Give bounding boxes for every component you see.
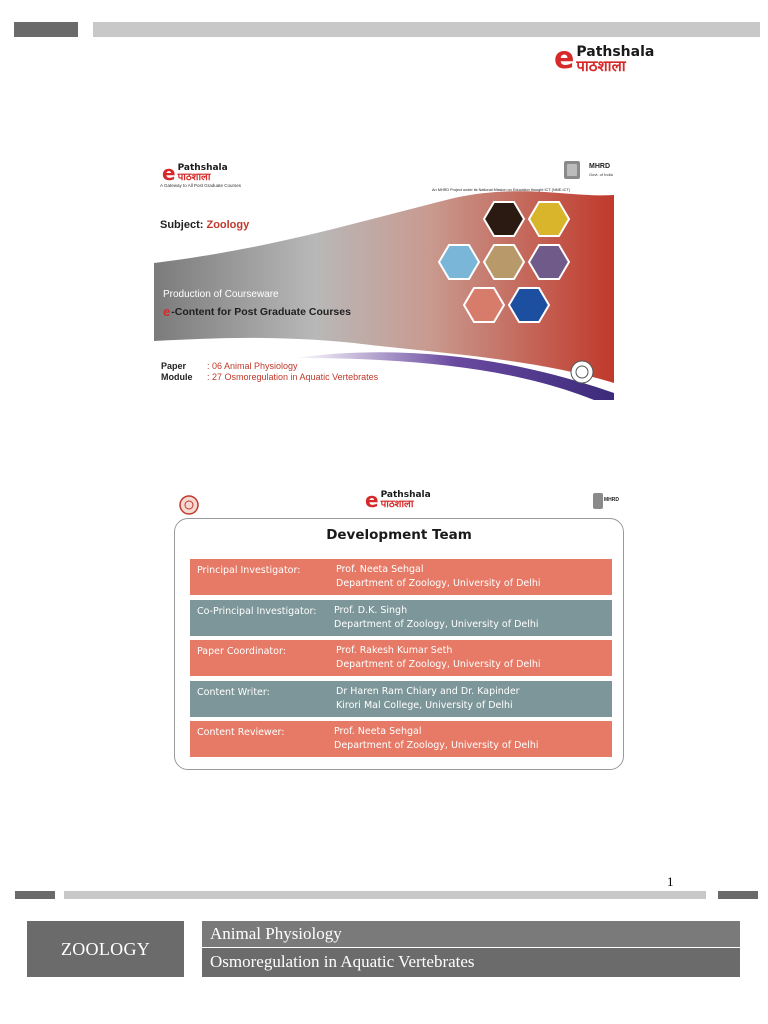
- team-role: Content Writer:: [197, 687, 270, 698]
- team-role: Principal Investigator:: [197, 565, 301, 576]
- banner-logo-word-hindi: पाठशाला: [177, 171, 211, 183]
- university-emblem-icon: [178, 494, 200, 518]
- module-key: Module: [161, 372, 193, 382]
- course-banner-slide: [154, 153, 614, 400]
- econtent-e-mark: e: [163, 304, 171, 319]
- development-team-slide: [172, 488, 626, 772]
- team-title: Development Team: [326, 527, 472, 543]
- footer-course-row: [202, 921, 740, 947]
- team-member-name: Prof. Neeta Sehgal: [336, 564, 424, 575]
- team-logo-e-mark: e: [365, 488, 379, 512]
- footer-subject-box: [27, 921, 184, 977]
- team-role: Co-Principal Investigator:: [197, 606, 317, 617]
- banner-logo-e-mark: e: [162, 161, 176, 185]
- subject-key: Subject:: [160, 219, 204, 231]
- team-logo-word-hindi: पाठशाला: [380, 498, 414, 510]
- team-member-affiliation: Department of Zoology, University of Delhi: [336, 659, 541, 670]
- team-row-paper-coordinator: [190, 640, 612, 676]
- epathshala-logo: [554, 41, 655, 76]
- footer-bar-right: [718, 891, 758, 899]
- team-logo-word-english: Pathshala: [380, 489, 431, 500]
- team-member-name: Prof. D.K. Singh: [334, 605, 408, 616]
- production-label: Production of Courseware: [163, 289, 279, 300]
- mission-statement: An MHRD Project under its National Mission on Education thought ICT (NME-ICT): [432, 188, 570, 192]
- paper-value: : 06 Animal Physiology: [207, 361, 298, 371]
- subject-value: Zoology: [206, 219, 250, 231]
- module-value: : 27 Osmoregulation in Aquatic Vertebrates: [207, 372, 379, 382]
- team-member-affiliation: Kirori Mal College, University of Delhi: [336, 700, 513, 711]
- team-mhrd-label: MHRD: [604, 497, 619, 503]
- header-bar-left: [14, 22, 78, 37]
- team-epathshala-logo: [365, 490, 431, 510]
- paper-key: Paper: [161, 361, 187, 371]
- subject-label: [160, 219, 249, 231]
- paper-row: [161, 361, 298, 371]
- team-member-affiliation: Department of Zoology, University of Delhi: [334, 619, 539, 630]
- footer-bar-middle: [64, 891, 706, 899]
- econtent-text: -Content for Post Graduate Courses: [171, 305, 351, 318]
- team-member-name: Dr Haren Ram Chiary and Dr. Kapinder: [336, 686, 520, 697]
- team-member-affiliation: Department of Zoology, University of Delhi: [334, 740, 539, 751]
- logo-word-english: Pathshala: [576, 43, 655, 60]
- footer-course-box: [202, 921, 740, 977]
- mhrd-title: MHRD: [589, 163, 610, 170]
- banner-epathshala-logo: [162, 163, 228, 183]
- page-number: 1: [667, 874, 674, 889]
- footer-subject: ZOOLOGY: [60, 938, 151, 959]
- footer-module-row: [202, 948, 740, 977]
- team-role: Content Reviewer:: [197, 727, 285, 738]
- team-row-content-reviewer: [190, 721, 612, 757]
- footer-module: Osmoregulation in Aquatic Vertebrates: [210, 952, 475, 971]
- team-member-name: Prof. Neeta Sehgal: [334, 726, 422, 737]
- logo-word-hindi: पाठशाला: [576, 56, 626, 75]
- mhrd-subtitle: Govt. of India: [589, 172, 613, 177]
- module-row: [161, 372, 378, 382]
- mhrd-emblem-icon: [592, 492, 604, 510]
- team-role: Paper Coordinator:: [197, 646, 286, 657]
- footer-course: Animal Physiology: [210, 924, 342, 943]
- banner-logo-word-english: Pathshala: [177, 162, 228, 173]
- header-bar-right: [93, 22, 760, 37]
- team-member-name: Prof. Rakesh Kumar Seth: [336, 645, 453, 656]
- team-member-affiliation: Department of Zoology, University of Delhi: [336, 578, 541, 589]
- footer-bar-left: [15, 891, 55, 899]
- team-row-co-principal-investigator: [190, 600, 612, 636]
- team-row-principal-investigator: [190, 559, 612, 595]
- logo-e-mark: e: [554, 41, 575, 76]
- mhrd-emblem-icon: [564, 161, 580, 179]
- university-seal-icon: [571, 361, 593, 383]
- team-row-content-writer: [190, 681, 612, 717]
- banner-tagline: A Gateway to All Post Graduate Courses: [160, 183, 242, 188]
- econtent-label: [163, 304, 351, 319]
